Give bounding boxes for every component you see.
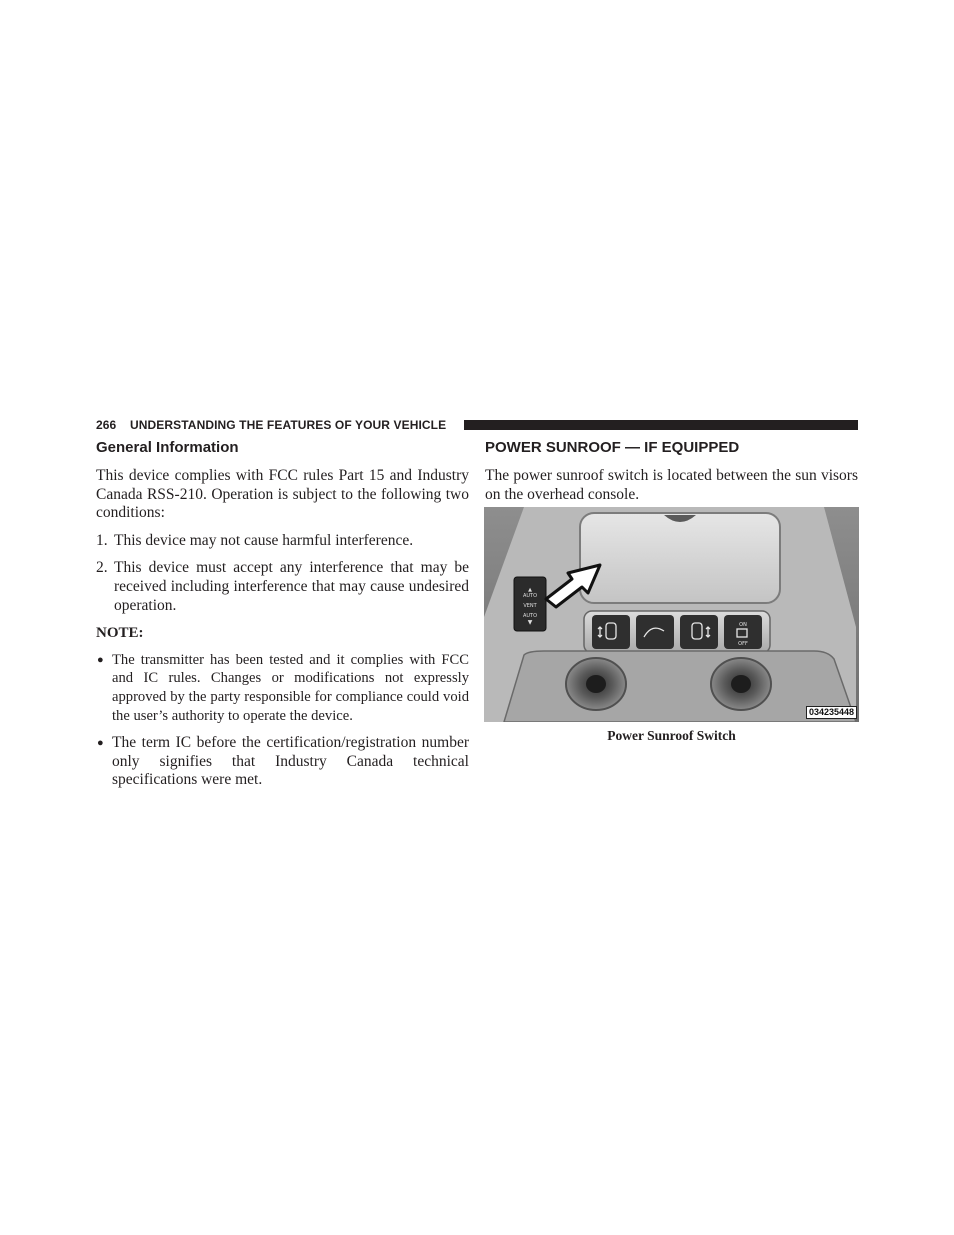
- list-text: This device may not cause harmful interference.: [114, 531, 414, 549]
- right-column: [485, 438, 858, 513]
- list-item: [96, 559, 469, 615]
- list-text: This device must accept any interference that may be received including interference that may cause undesired operation.: [114, 559, 469, 614]
- page-number: 266: [96, 418, 117, 432]
- fcc-intro-paragraph: This device complies with FCC rules Part 15 and Industry Canada RSS-210. Operation is subject to the following two conditions:: [96, 467, 469, 522]
- sunglass-bin-lid: [580, 513, 780, 603]
- section-heading-general-information: General Information: [96, 439, 239, 456]
- list-item: [96, 651, 469, 725]
- svg-text:AUTO: AUTO: [522, 593, 538, 599]
- svg-text:OFF: OFF: [738, 641, 748, 647]
- list-number: 2.: [96, 559, 108, 577]
- overhead-console-photo: [484, 507, 859, 722]
- list-text: The transmitter has been tested and it complies with FCC and IC rules. Changes or modifications not expressly approved by the party responsible for compliance could void the user’s authority to operate the device.: [112, 651, 469, 724]
- list-number: 1.: [96, 531, 108, 549]
- list-item: [96, 734, 469, 790]
- list-text: The term IC before the certification/registration number only signifies that Industry Canada technical specifications were met.: [112, 734, 469, 789]
- note-bullets: [96, 651, 469, 790]
- console-illustration: [484, 507, 859, 722]
- header-rule: [464, 420, 858, 430]
- svg-text:VENT: VENT: [523, 603, 537, 609]
- figure-caption: Power Sunroof Switch: [607, 728, 736, 743]
- running-header: [96, 417, 858, 433]
- svg-text:ON: ON: [739, 622, 747, 628]
- svg-text:▼: ▼: [527, 619, 533, 626]
- svg-text:AUTO: AUTO: [522, 613, 538, 619]
- bullet-icon: ●: [97, 737, 104, 750]
- left-column: [96, 438, 469, 799]
- section-heading-power-sunroof: POWER SUNROOF — IF EQUIPPED: [485, 439, 740, 456]
- running-title: UNDERSTANDING THE FEATURES OF YOUR VEHICLE: [130, 418, 447, 432]
- bullet-icon: ●: [97, 653, 104, 666]
- sliding-door-button[interactable]: [680, 615, 718, 649]
- note-label: NOTE:: [96, 625, 144, 642]
- svg-text:▲: ▲: [528, 587, 532, 593]
- figure-code: 034235448: [806, 706, 857, 719]
- list-item: [96, 532, 469, 551]
- conditions-list: [96, 532, 469, 615]
- liftgate-button[interactable]: [636, 615, 674, 649]
- sunroof-intro-paragraph: The power sunroof switch is located between the sun visors on the overhead console.: [485, 467, 858, 503]
- rear-door-button[interactable]: [592, 615, 630, 649]
